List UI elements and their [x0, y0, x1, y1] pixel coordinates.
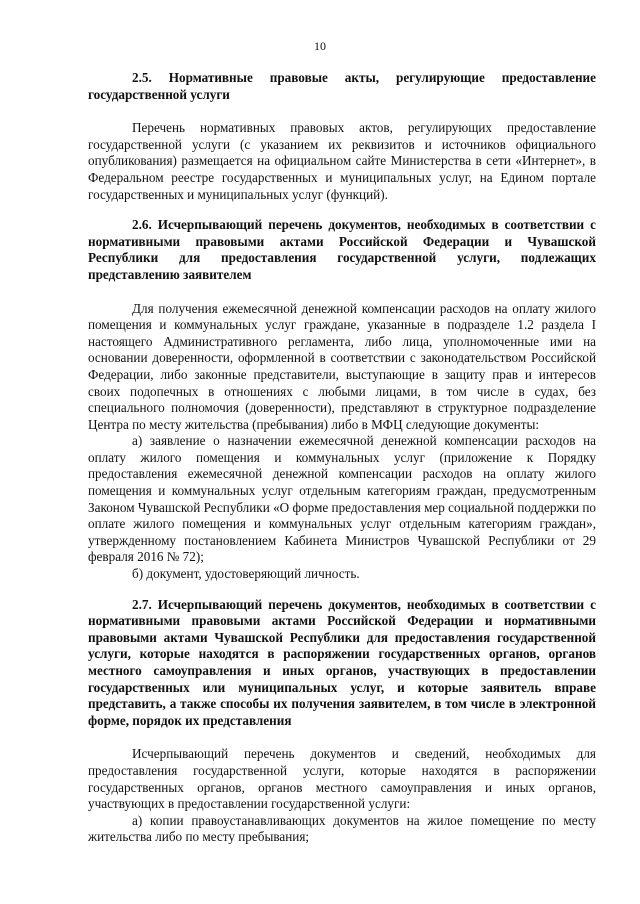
section-2-7-heading: 2.7. Исчерпывающий перечень документов, необходимых в соответствии с нормативными правовыми актами Российской Федерации и нормативными правовыми актами Чувашской Республики для предоставления государственной услуги, которые находятся в распоряжении государственных органов, органов местного самоуправления и иных органов, участвующих в предоставлении государственных или муниципальных услуг, и которые заявитель вправе представить, а также способы их получения заявителем, в том числе в электронной форме, порядок их представления — [88, 596, 596, 728]
text-column — [88, 70, 596, 846]
section-2-6-item-b: б) документ, удостоверяющий личность. — [132, 566, 360, 582]
section-2-6-item-a: а) заявление о назначении ежемесячной денежной компенсации расходов на оплату жилого помещения и коммунальных услуг (приложение к Порядку предоставления ежемесячной денежной компенсации расходов на оплату жилого помещения и коммунальных услуг отдельным категориям граждан, предусмотренным Законом Чувашской Республики «О форме предоставления мер социальной поддержки по оплате жилого помещения и коммунальных услуг отдельным категориям граждан», утвержденному постановлением Кабинета Министров Чувашской Республики от 29 февраля 2016 № 72); — [88, 433, 596, 565]
section-2-5-heading: 2.5. Нормативные правовые акты, регулирующие предоставление государственной услуги — [88, 70, 596, 102]
section-2-7-item-a: а) копии правоустанавливающих документов на жилое помещение по месту жительства либо по месту пребывания; — [88, 812, 596, 845]
section-2-6-paragraph: Для получения ежемесячной денежной компенсации расходов на оплату жилого помещения и коммунальных услуг граждане, указанные в подразделе 1.2 раздела I настоящего Административного регламента, либо лица, уполномоченные ими на основании доверенности, оформленной в соответствии с законодательством Российской Федерации, либо законные представители, выступающие в защиту прав и интересов своих подопечных в отношениях с любыми лицами, в том числе в судах, без специального полномочия (доверенности), представляют в структурное подразделение Центра по месту жительства (пребывания) либо в МФЦ следующие документы: — [88, 300, 596, 432]
section-2-7-paragraph: Исчерпывающий перечень документов и сведений, необходимых для предоставления государственной услуги, которые находятся в распоряжении государственных органов, органов местного самоуправления и иных органов, участвующих в предоставлении государственной услуги: — [88, 746, 596, 812]
section-2-5-paragraph: Перечень нормативных правовых актов, регулирующих предоставление государственной услуги (с указанием их реквизитов и источников официального опубликования) размещается на официальном сайте Министерства в сети «Интернет», в Федеральном реестре государственных и муниципальных услуг, на Едином портале государственных и муниципальных услуг (функций). — [88, 120, 596, 202]
page-number: 10 — [314, 39, 326, 53]
section-2-6-heading: 2.6. Исчерпывающий перечень документов, необходимых в соответствии с нормативными правовыми актами Российской Федерации и Чувашской Республики для предоставления государственной услуги, подлежащих представлению заявителем — [88, 217, 596, 282]
